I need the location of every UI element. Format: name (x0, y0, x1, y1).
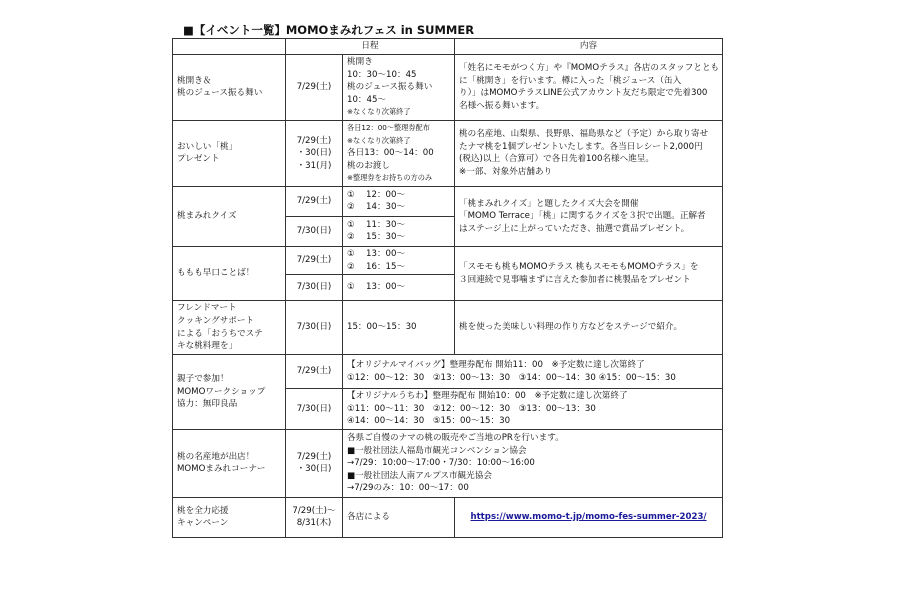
event-time: ① 13：00〜 (343, 275, 455, 301)
event-time: 各店による (343, 497, 455, 537)
event-name: おいしい「桃」 プレゼント (173, 120, 286, 186)
event-name: 親子で参加！ MOMOワークショップ 協力：無印良品 (173, 355, 286, 430)
event-date: 7/29(土) (286, 355, 343, 389)
event-content: 「桃まみれクイズ」と題したクイズ大会を開催 「MOMO Terrace」「桃」に関するクイズを３択で出題。正解者 はステージ上に上がっていただき、抽選で賞品プレゼント。 (455, 186, 723, 246)
event-time: ① 12：00〜 ② 14：30〜 (343, 186, 455, 216)
event-time: ① 13：00〜 ② 16：15〜 (343, 246, 455, 274)
event-time: ① 11：30〜 ② 15：30〜 (343, 216, 455, 246)
event-date: 7/29(土) (286, 55, 343, 121)
header-row (173, 39, 723, 55)
campaign-link[interactable]: https://www.momo-t.jp/momo-fes-summer-2023/ (455, 497, 723, 537)
event-name: 桃まみれクイズ (173, 186, 286, 246)
event-date: 7/29(土) ・30(日) ・31(月) (286, 120, 343, 186)
table-row (173, 301, 723, 355)
table-row (173, 355, 723, 389)
event-date: 7/30(日) (286, 389, 343, 430)
event-date: 7/30(日) (286, 275, 343, 301)
event-name: 桃開き＆ 桃のジュース振る舞い (173, 55, 286, 121)
page-title: ■【イベント一覧】MOMOまみれフェス in SUMMER (183, 23, 475, 37)
event-date: 7/29(土) (286, 246, 343, 274)
table-row (173, 497, 723, 537)
table-row (173, 246, 723, 274)
event-content: 桃を使った美味しい料理の作り方などをステージで紹介。 (455, 301, 723, 355)
event-name: 桃の名産地が出店！ MOMOまみれコーナー (173, 429, 286, 497)
table-row (173, 429, 723, 497)
event-content: 【オリジナルうちわ】整理券配布 開始10：00 ※予定数に達し次第終了 ①11：00〜11：30 ②12：00〜12：30 ③13：00〜13：30 ④14：00〜14：30 ⑤15：00〜15：30 (343, 389, 723, 430)
event-content: 桃の名産地、山梨県、長野県、福島県など（予定）から取り寄せ たナマ桃を1個プレゼントいたします。各当日レシート2,000円 (税込)以上（合算可）で各日先着100名様へ進呈。 ※一部、対象外店舗あり (455, 120, 723, 186)
event-date: 7/30(日) (286, 216, 343, 246)
event-time: 各日12：00〜整理券配布 ※なくなり次第終了 各日13：00〜14：00 桃のお渡し ※整理券をお持ちの方のみ (343, 120, 455, 186)
schedule-header: 日程 (286, 39, 455, 55)
event-date: 7/30(日) (286, 301, 343, 355)
content-header: 内容 (455, 39, 723, 55)
table-row (173, 55, 723, 121)
event-name: フレンドマート クッキングサポート による「おうちでステ キな桃料理を」 (173, 301, 286, 355)
event-date: 7/29(土)〜 8/31(木) (286, 497, 343, 537)
event-date: 7/29(土) ・30(日) (286, 429, 343, 497)
table-row (173, 186, 723, 216)
event-content: 「スモモも桃もMOMOテラス 桃もスモモもMOMOテラス」を ３回連続で見事噛まずに言えた参加者に桃製品をプレゼント (455, 246, 723, 300)
event-time: 15：00〜15：30 (343, 301, 455, 355)
event-content: 「姓名にモモがつく方」や『MOMOテラス』各店のスタッフととも に「桃開き」を行います。樽に入った「桃ジュース（缶入 り）」はMOMOテラスLINE公式アカウント友だち限定で先着300 名様へ振る舞います。 (455, 55, 723, 121)
event-name: 桃を全力応援 キャンペーン (173, 497, 286, 537)
event-content: 各県ご自慢のナマの桃の販売やご当地のPRを行います。 ■一般社団法人福島市観光コンベンション協会 →7/29：10:00〜17:00・7/30：10:00〜16:00 ■一般社団法人南アルプス市観光協会 →7/29のみ：10：00〜17：00 (343, 429, 723, 497)
event-time: 桃開き 10：30〜10：45 桃のジュース振る舞い 10：45〜 ※なくなり次第終了 (343, 55, 455, 121)
event-table (172, 38, 723, 538)
event-date: 7/29(土) (286, 186, 343, 216)
event-content: 【オリジナルマイバッグ】整理券配布 開始11：00 ※予定数に達し次第終了 ①12：00〜12：30 ②13：00〜13：30 ③14：00〜14：30 ④15：00〜15：30 (343, 355, 723, 389)
event-name: ももも早口ことば！ (173, 246, 286, 300)
table-row (173, 120, 723, 186)
